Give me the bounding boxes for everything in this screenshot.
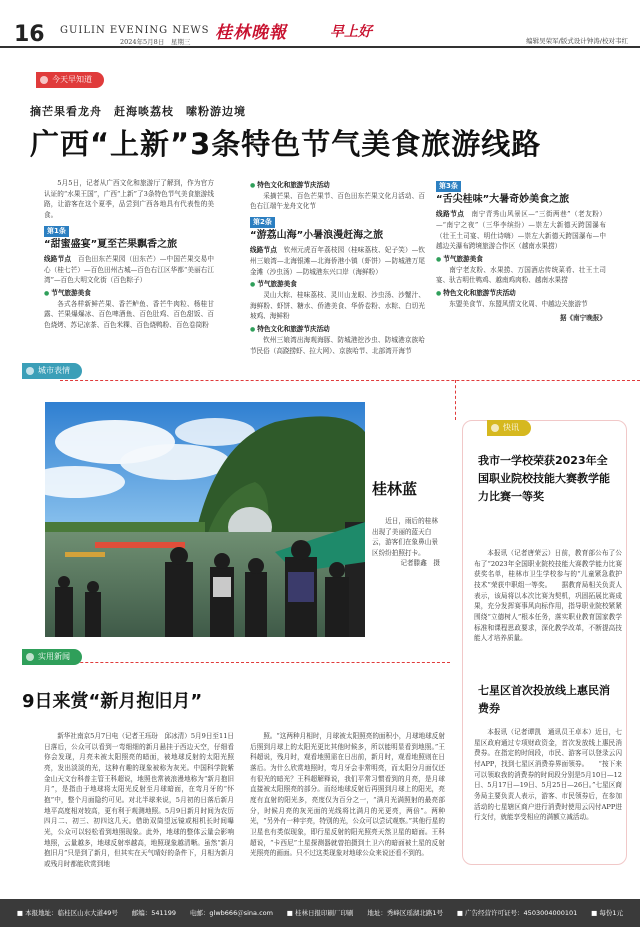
lead-column-3 — [436, 178, 606, 324]
route2-nodes-label: 线路节点 — [250, 246, 277, 255]
route3-nodes: 南宁青秀山风景区—“三街两巷”（老友粉）—“南宁之夜”（三华李缤纷）—崇左大新德天跨国瀑布（壮王土司宴、明仕诗嗨）—崇左大新德天跨国瀑布—中越边关瀑布跨境旅游合作区（越南水果捞） — [436, 210, 607, 251]
brief1-text: 本报讯（记者唐荣云）日前，教育部公布了公布了“2023年全国职业院校技能大赛教学能力比赛获奖名单，桂林市卫生学校参与的“儿童紧急救护技术”荣获中职组一等奖。 据教育局相关负责人表示，该局将以本次比赛为契机，巩固拓展比赛成果，充分发挥赛事风向标作用，指导职业院校紧紧围绕“立德树人”根本任务，落实职业教育国家教学标准和课程思政要求，深化教学改革，不断提高技能人才培养质量。 — [474, 549, 622, 643]
tag-brief: 快讯 — [487, 420, 531, 436]
elephant-hill-photo — [45, 402, 365, 637]
lead-column-1 — [44, 178, 214, 333]
divider-dotted-middle — [30, 662, 450, 663]
footer-printer: ■ 桂林日报印刷厂印刷 — [286, 908, 354, 917]
route3-title: “舌尖桂味”大暑奇妙美食之旅 — [436, 194, 570, 206]
route1-nodes-label: 线路节点 — [44, 255, 72, 264]
divider-dotted-vertical — [455, 380, 456, 420]
route1-activity: 采摘芒果、百色芒果节、百色田东芒果文化月活动、百色右江端午龙舟文化节 — [250, 191, 425, 211]
moon-column-1: 新华社南京5月7日电（记者王珏玢 邱冰清）5月9日至11日日落后，公众可以看到一弯细细的新月悬挂于西边天空，仔细看你会发现，月亮未被太阳照亮的暗面，被地球反射的太阳光照亮，发出淡淡的光，这种有趣的现象被称为灰光。中国科学院紫金山天文台科普主管王科超说，地照也常被浪漫地称为“新月抱旧月”，是指由于地球将太阳光反射至月球暗面，在弯月牙的“怀抱”中，整个月面隐约可见。对北半球来说，5月初的日落后新月地平高度相对较高，更有利于观测地照。5月9日新月时间为农历四月二、初三、初四这几天。借助双筒望远镜或相机长时间曝光，公众可以轻松看到地照现象。此外，地球的整体云量会影响地照，云量越多，地球反射率越高，地照现象越清晰。虽然“新月抱旧月”只是到了新月，但其实在天气晴好的条件下，月相为新月或残月时都能欣赏到地 — [44, 732, 235, 869]
masthead — [0, 0, 640, 48]
route1-nodes: 百色田东芒果园（田东芒）—中国芒果交易中心（桂七芒）—百色田州古城—百色右江区华都“美丽右江湾”—百色大明文化街（百色粽子） — [44, 255, 215, 285]
moon-column-2: 照。“这两种月相时，月球被太阳照亮的面积小，月球地球反射后照到月球上的太阳光更比其他时候多，所以能明显看到地照。”王科超说，残月时，观看地照需在日出前，新月时，观看地照则在日落后。为什么欣赏地照时，弯月牙会非常明亮，而太阳分月面仅还有很光的暗光？王科超解释说，我们平常习惯看到的月亮，是月球直接被太阳照亮的部分。而经地球反射后再照到月球上的阳光，亮度有直射的阳光多，亮度仅为百分之一，“满月光满照射的最亮部分，时候月亮的灰光面的光线将比满月的光更亮，两倍”。两种光，“另外有一种宇亮，特别的光，公众可以尝试观察。”其他行星的卫星也有类似现象，即行星反射的阳光照亮天然卫星的暗面。王科超说，“卡西尼”土星探测器就曾拍摄到土卫六的暗面被土星的反射光照亮的画面。只不过这类现象对地球公众来说还看不到的。 — [250, 732, 445, 858]
photo-title: 桂林蓝 — [372, 480, 418, 498]
route3-tag: 第3条 — [436, 181, 461, 192]
footer-printer-address: 地址：秀峰区瑶湖北路1号 — [367, 908, 443, 917]
route1-food-label: ● 节气旅游美食 — [44, 288, 214, 299]
page-number: 16 — [14, 22, 45, 47]
brief1-headline: 我市一学校荣获2023年全国职业院校技能大赛教学能力比赛一等奖 — [478, 454, 610, 503]
route1-activity-label: ● 特色文化和旅游节庆活动 — [250, 180, 425, 191]
footer-address: ■ 本报地址：临桂区山水大道49号 — [16, 908, 118, 917]
paper-name-en: GUILIN EVENING NEWS — [60, 25, 210, 36]
moon-headline: 9日来赏“新月抱旧月” — [22, 691, 203, 712]
section-name: 早上好 — [330, 24, 372, 40]
tag-practical: 实用新闻 — [22, 649, 82, 665]
route2-tag: 第2条 — [250, 217, 275, 228]
route1-tag: 第1条 — [44, 226, 69, 237]
route3-activity-label: ● 特色文化和旅游节庆活动 — [436, 288, 606, 299]
route1-title: “甜蜜盛宴”夏至芒果飘香之旅 — [44, 239, 178, 251]
lead-headline: 广西“上新”3条特色节气美食旅游线路 — [30, 127, 542, 161]
footer-postcode: 邮编：541199 — [131, 908, 177, 917]
route1-food: 各式各样新鲜芒果、香芒鲈鱼、香芒牛肉粒、杨桂甘露、芒果爆爆冰、百色啤酒鱼、百色肚鸡、百色甜饭、百色烧烤、苏记凉茶、百色米粿、百色烧鸭粉、百色卷筒粉 — [44, 299, 214, 330]
route3-food-label: ● 节气旅游美食 — [436, 254, 606, 265]
divider-dotted-top — [60, 380, 640, 381]
route2-food-label: ● 节气旅游美食 — [250, 279, 425, 290]
route2-activity-label: ● 特色文化和旅游节庆活动 — [250, 324, 425, 335]
photo-caption-text: 近日，雨后的桂林出现了美丽的蓝天白云，游客们在象鼻山景区纷纷拍照打卡。 — [372, 517, 438, 557]
brief2-text: 本报讯（记者谭凯 通讯员王卓本）近日，七星区政府通过专项财政资金，首次发放线上惠民消费券。在指定的时间段，市民、游客可以登录云闪付APP，找到七星区消费券界面领券。 “按下来可以领取我的消费券的时间段分别是5月10日—12日、5月17日—19日、5月25日—26日。”七星区商务局主要负责人表示，游客、市民领券后，在参加活动的七星辖区商户进行消费时使用云闪付APP进行支付，就能享受相应的满额立减活动。 — [474, 728, 622, 822]
tag-city: 城市表情 — [22, 363, 82, 379]
lead-subhead: 摘芒果看龙舟 赶海啖荔枝 嗦粉游边境 — [30, 105, 246, 118]
photo-caption — [372, 516, 440, 569]
lead-intro: 5月5日，记者从广西文化和旅游厅了解到，作为官方认证的“水果王国”，广西“上新”了3条特色节气美食旅游线路，让游客在这个夏季，品尝到广西各地具有代表性的美食。 — [44, 179, 214, 220]
route2-food: 灵山大粽、桂味荔枝、灵川山龙眼、沙虫汤、沙蟹汁、海鲜粉、虾饼、糖水、侨港美食、华侨卷粉、水粽、白切光坡鸡、海鲜粉 — [250, 291, 425, 321]
footer-email: 电邮：glwb666＠sina.com — [189, 908, 273, 917]
lead-source: 据《南宁晚报》 — [559, 314, 606, 323]
elephant-hill-illustration — [45, 402, 365, 637]
tag-today: 今天早知道 — [36, 72, 104, 88]
paper-name-cn: 桂林晚報 — [215, 23, 287, 43]
footer-price: ■ 每份1元 — [591, 908, 624, 917]
footer-license: ■ 广告经营许可证号：4503004000101 — [456, 908, 578, 917]
brief2-headline: 七星区首次投放线上惠民消费券 — [478, 684, 610, 715]
route2-nodes: 钦州元虎百年荔枝园（桂味荔枝、妃子笑）—钦州三娘湾—北海银滩—北海侨港小镇（虾饼）—防城港万尾金滩（沙虫汤）—防城港东兴口岸（海鲜粉） — [250, 246, 426, 276]
route2-activity: 钦州三娘湾出海观海豚、防城港挖沙虫、防城港京族哈节民俗（高跷捞虾、拉大网）、京族哈节、北部湾开海节 — [250, 335, 425, 355]
issue-date: 2024年5月8日 星期三 — [120, 38, 191, 46]
editor-credits: 编辑吴荣军/版式设计钟涛/校对韦红 — [526, 37, 628, 45]
photo-credit: 记者滕鑫 摄 — [400, 559, 440, 568]
route3-activity: 东盟美食节、东盟风情文化周、中越边关旅游节 — [449, 299, 588, 308]
lead-column-2 — [250, 178, 425, 358]
route2-title: “游荔山海”小暑浪漫赶海之旅 — [250, 230, 384, 242]
footer-bar — [0, 899, 640, 927]
route3-nodes-label: 线路节点 — [436, 210, 465, 219]
route3-food: 南宁老友粉、水果捞、万国酒店传统菜肴、壮王土司宴、驮古明仕鸭鸡、越南鸡肉粉、越南水果捞 — [436, 265, 606, 285]
